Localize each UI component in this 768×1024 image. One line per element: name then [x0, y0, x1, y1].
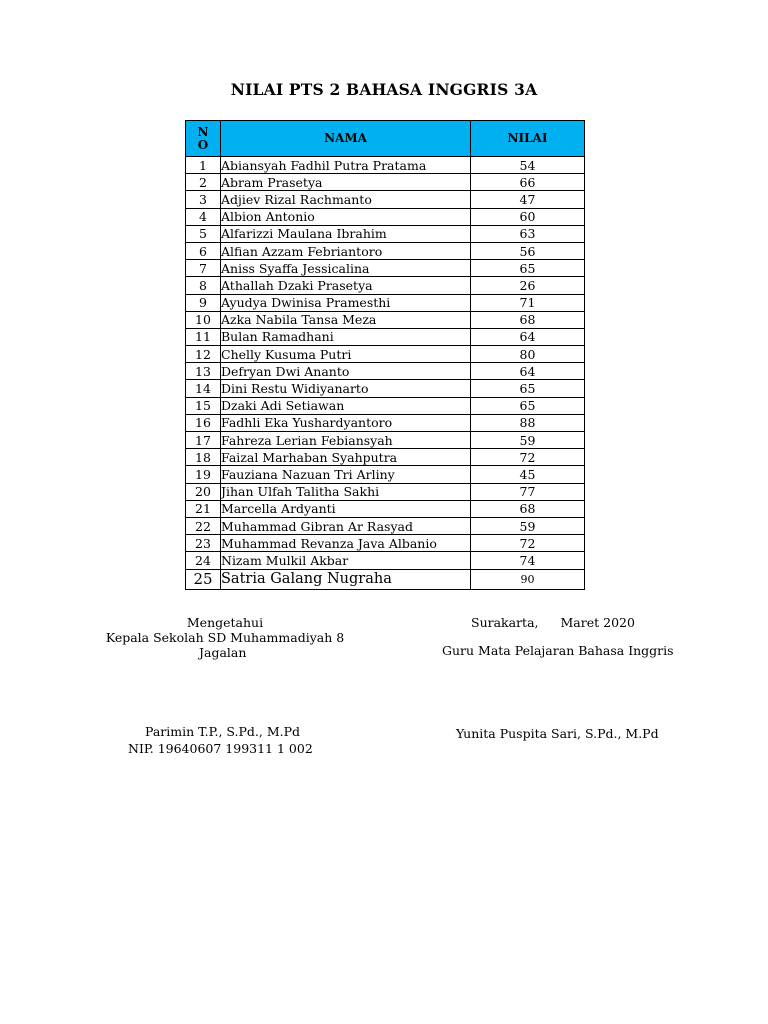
student-score: 45 — [471, 466, 585, 483]
table-row — [186, 242, 585, 259]
student-name: Ayudya Dwinisa Pramesthi — [221, 294, 471, 311]
student-score: 72 — [471, 449, 585, 466]
table-row — [186, 414, 585, 431]
table-row — [186, 260, 585, 277]
student-name: Dzaki Adi Setiawan — [221, 397, 471, 414]
student-name: Muhammad Gibran Ar Rasyad — [221, 517, 471, 534]
student-score: 63 — [471, 225, 585, 242]
table-row — [186, 311, 585, 328]
table-row — [186, 225, 585, 242]
column-header-nama: NAMA — [221, 121, 471, 157]
teacher-name: Yunita Puspita Sari, S.Pd., M.Pd — [456, 726, 659, 741]
principal-title: Kepala Sekolah SD Muhammadiyah 8 — [105, 630, 345, 645]
student-score: 66 — [471, 174, 585, 191]
date-label: Maret 2020 — [560, 615, 635, 630]
student-name: Alfarizzi Maulana Ibrahim — [221, 225, 471, 242]
row-number: 8 — [186, 277, 221, 294]
row-number: 5 — [186, 225, 221, 242]
row-number: 24 — [186, 552, 221, 569]
student-name: Defryan Dwi Ananto — [221, 363, 471, 380]
table-row — [186, 466, 585, 483]
row-number: 17 — [186, 432, 221, 449]
student-score: 64 — [471, 328, 585, 345]
student-score: 72 — [471, 535, 585, 552]
student-name: Athallah Dzaki Prasetya — [221, 277, 471, 294]
row-number: 12 — [186, 346, 221, 363]
student-name: Chelly Kusuma Putri — [221, 346, 471, 363]
place-date — [471, 615, 635, 630]
row-number: 16 — [186, 414, 221, 431]
grades-table — [185, 120, 585, 590]
table-row — [186, 397, 585, 414]
student-score: 47 — [471, 191, 585, 208]
student-name: Albion Antonio — [221, 208, 471, 225]
student-score: 88 — [471, 414, 585, 431]
student-name: Alfian Azzam Febriantoro — [221, 242, 471, 259]
student-score: 59 — [471, 517, 585, 534]
row-number: 13 — [186, 363, 221, 380]
student-name: Marcella Ardyanti — [221, 500, 471, 517]
place-label: Surakarta, — [471, 615, 539, 630]
row-number: 15 — [186, 397, 221, 414]
table-row — [186, 380, 585, 397]
student-score: 59 — [471, 432, 585, 449]
student-score: 64 — [471, 363, 585, 380]
table-row — [186, 174, 585, 191]
table-row — [186, 483, 585, 500]
table-row — [186, 328, 585, 345]
table-row — [186, 569, 585, 589]
table-row — [186, 191, 585, 208]
student-score: 60 — [471, 208, 585, 225]
principal-nip: NIP. 19640607 199311 1 002 — [128, 741, 313, 756]
row-number: 11 — [186, 328, 221, 345]
column-header-no — [186, 121, 221, 157]
student-score: 56 — [471, 242, 585, 259]
table-row — [186, 363, 585, 380]
table-row — [186, 346, 585, 363]
student-score: 71 — [471, 294, 585, 311]
table-row — [186, 157, 585, 174]
student-name: Bulan Ramadhani — [221, 328, 471, 345]
table-header-row — [186, 121, 585, 157]
student-name: Faizal Marhaban Syahputra — [221, 449, 471, 466]
column-header-nilai: NILAI — [471, 121, 585, 157]
row-number: 23 — [186, 535, 221, 552]
table-row — [186, 432, 585, 449]
student-score: 77 — [471, 483, 585, 500]
student-name: Azka Nabila Tansa Meza — [221, 311, 471, 328]
row-number: 7 — [186, 260, 221, 277]
principal-title-location: Jagalan — [199, 645, 247, 660]
student-score: 90 — [471, 569, 585, 589]
row-number: 21 — [186, 500, 221, 517]
row-number: 6 — [186, 242, 221, 259]
student-name: Muhammad Revanza Java Albanio — [221, 535, 471, 552]
table-row — [186, 294, 585, 311]
student-name: Abram Prasetya — [221, 174, 471, 191]
teacher-title: Guru Mata Pelajaran Bahasa Inggris — [442, 643, 674, 658]
student-name: Fauziana Nazuan Tri Arliny — [221, 466, 471, 483]
row-number: 9 — [186, 294, 221, 311]
row-number: 14 — [186, 380, 221, 397]
student-score: 65 — [471, 380, 585, 397]
student-score: 65 — [471, 260, 585, 277]
table-row — [186, 277, 585, 294]
student-score: 68 — [471, 500, 585, 517]
table-body — [186, 157, 585, 590]
row-number: 20 — [186, 483, 221, 500]
row-number: 25 — [186, 569, 221, 589]
column-header-no-line1: N — [197, 125, 209, 139]
row-number: 19 — [186, 466, 221, 483]
principal-name: Parimin T.P., S.Pd., M.Pd — [145, 724, 301, 739]
student-name: Dini Restu Widiyanarto — [221, 380, 471, 397]
row-number: 4 — [186, 208, 221, 225]
student-name: Abiansyah Fadhil Putra Pratama — [221, 157, 471, 174]
row-number: 10 — [186, 311, 221, 328]
row-number: 2 — [186, 174, 221, 191]
table-row — [186, 500, 585, 517]
student-name: Adjiev Rizal Rachmanto — [221, 191, 471, 208]
table-row — [186, 208, 585, 225]
student-score: 26 — [471, 277, 585, 294]
student-name: Nizam Mulkil Akbar — [221, 552, 471, 569]
acknowledgement-block — [100, 615, 350, 660]
table-row — [186, 449, 585, 466]
student-name: Fadhli Eka Yushardyantoro — [221, 414, 471, 431]
table-row — [186, 552, 585, 569]
student-score: 80 — [471, 346, 585, 363]
row-number: 3 — [186, 191, 221, 208]
page-title: NILAI PTS 2 BAHASA INGGRIS 3A — [230, 80, 538, 99]
column-header-no-line2: O — [197, 138, 209, 152]
table-row — [186, 535, 585, 552]
student-name: Aniss Syaffa Jessicalina — [221, 260, 471, 277]
student-name: Satria Galang Nugraha — [221, 569, 471, 589]
row-number: 18 — [186, 449, 221, 466]
student-name: Fahreza Lerian Febiansyah — [221, 432, 471, 449]
row-number: 1 — [186, 157, 221, 174]
row-number: 22 — [186, 517, 221, 534]
table-row — [186, 517, 585, 534]
acknowledgement-label: Mengetahui — [186, 615, 264, 630]
student-score: 74 — [471, 552, 585, 569]
student-score: 54 — [471, 157, 585, 174]
student-score: 68 — [471, 311, 585, 328]
student-name: Jihan Ulfah Talitha Sakhi — [221, 483, 471, 500]
student-score: 65 — [471, 397, 585, 414]
